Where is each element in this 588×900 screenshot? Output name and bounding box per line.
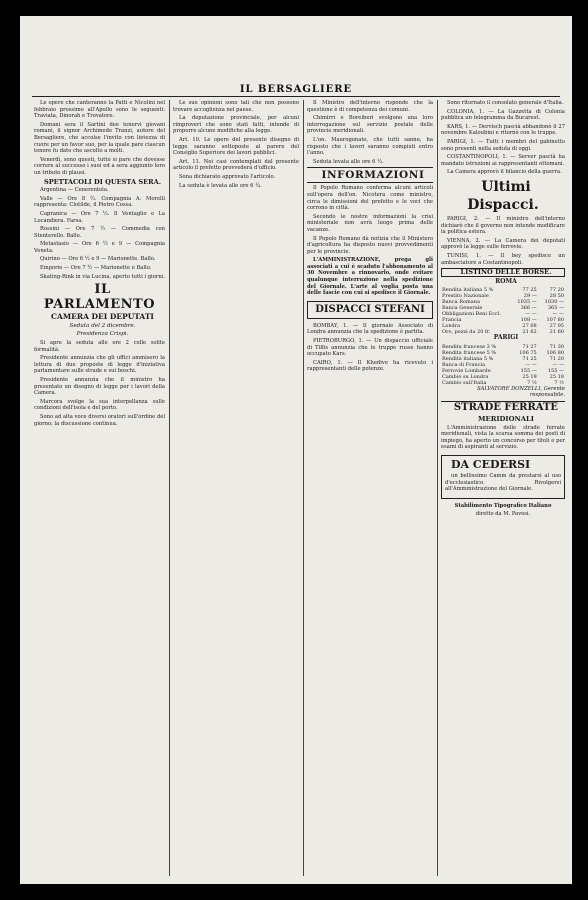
quote-value: 108 — <box>520 317 537 324</box>
quote-value: 27 08 <box>522 323 537 330</box>
article-paragraph: Venerdì, sono questi, tutto si pare che dovesse correre al successo i suoi ed a sera aggiunto loro un tributo di plausi. <box>34 156 165 176</box>
article-paragraph: KARS, 1. — Dervisch pascià abbandonò il 27 novembre Kaloubini e ritornò con le truppe. <box>441 123 565 137</box>
section-heading-dispacci: DISPACCI STEFANI <box>307 301 433 319</box>
quote-value: 1030 — <box>544 299 564 306</box>
column-1 <box>34 100 165 880</box>
dispatch-item: VIENNA, 2. — La Camera dei deputati approvò la legge sulle ferrovie. <box>441 237 565 251</box>
article-paragraph: Chimirri e Boreiberi svolgono una loro interrogazione sul servizio postale delle provincie meridionali. <box>307 115 433 135</box>
dispatch-item: BOMBAY, 1. — Il giornale Associato di Londra annunzia che la spedizione è partita. <box>307 322 433 336</box>
article-paragraph: Sono ad alta voce diversi oratori sull'ordine del giorno; la discussione continua. <box>34 413 165 427</box>
section-heading-listino: LISTINO DELLE BORSE. <box>441 268 565 277</box>
article-paragraph: Il Popolo Romano dà notizia che il Ministero d'agricoltura ha disposto nuovi provvedimenti per le provincie. <box>307 235 433 255</box>
article-paragraph: Domani sera il Sartini dee tenervi giovani romani, il signor Archimede Tranzi, autore del Bersagliere, che accolse l'invito con lietezza di cuore per un favor suo, per la quale pare ciascun tenore fu dato che ascolto a molti. <box>34 121 165 155</box>
quote-value: 27 05 <box>549 323 564 330</box>
quote-label: Prestito Nazionale <box>442 293 489 300</box>
column-divider <box>303 100 304 876</box>
printer-address: diretto da M. Pavesi. <box>475 511 531 518</box>
article-paragraph: COLONIA, 1. — La Gazzetta di Colonia pubblica un telegramma da Bucarest. <box>441 108 565 122</box>
session-president: Presidenza Crispi. <box>76 331 129 338</box>
listing-item: Argentina — Cenerentola. <box>40 187 109 194</box>
advert-title: DA CEDERSI <box>451 458 531 472</box>
newspaper-page <box>20 16 572 884</box>
listing-item: Valle — Ore 8 ½. Compagnia A. Morelli rappresenta: Clotilde, il Pietro Cossa. <box>34 195 165 209</box>
dispatch-item: CAIRO, 1. — Il Khedive ha ricevuto i rappresentanti delle potenze. <box>307 359 433 373</box>
quotes-table-parigi <box>441 344 565 386</box>
listing-item: Emporio — Ore 7 ½ — Marionette e Ballo. <box>40 265 152 272</box>
quote-label: Rendita italiana 5 % <box>442 355 494 362</box>
header-rule <box>32 96 560 97</box>
article-paragraph: La Camera approvò il bilancio della guerra. <box>447 169 562 176</box>
listing-item: Quirino — Ore 6 ½ e 9 — Marionette. Ballo. <box>40 256 156 263</box>
quote-label: Banca Generale <box>442 305 483 312</box>
session-date: Seduta del 2 dicembre. <box>69 322 136 329</box>
dispatch-item: PARIGI, 2. — Il ministro dell'interno dichiarò che il governo non intende modificare la politica estera. <box>441 215 565 236</box>
quote-label: Banca di Francia <box>442 361 486 368</box>
column-2 <box>173 100 299 880</box>
quote-label: Rendita francese 3 % <box>442 343 497 350</box>
quote-value: 7 ½ <box>554 379 564 386</box>
quote-value: 77 20 <box>549 287 564 294</box>
listing-item: Skating-Rink in via Lucina, aperto tutti i giorni. <box>40 273 165 280</box>
quote-label: Cambio su Londra <box>442 373 489 380</box>
quote-value: 366 — <box>520 305 537 312</box>
quote-value: — — <box>525 361 537 368</box>
article-paragraph: Seduta levata alle ore 6 ½. <box>313 158 384 165</box>
quote-value: 77 25 <box>522 287 537 294</box>
article-paragraph: Presidente annunzia che gli uffici ammisero la lettura di due proposte di legge d'iniziativa parlamentare sulle strade e sui boschi. <box>34 355 165 375</box>
quote-value: — — <box>552 311 564 318</box>
advert-heading-strade-ferrate: STRADE FERRATE <box>441 401 565 414</box>
column-3 <box>307 100 433 880</box>
quote-label: Ferrovie Lombarde <box>442 367 491 374</box>
column-4 <box>441 100 565 880</box>
section-heading-parlamento: IL PARLAMENTO <box>43 282 156 313</box>
article-paragraph: Sona dichiarato approvato l'articolo. <box>179 173 276 180</box>
column-divider <box>169 100 170 876</box>
quote-value: 7 ½ <box>527 379 537 386</box>
exchange-city: ROMA <box>495 277 517 285</box>
advert-subheading: MERIDIONALI <box>478 415 534 424</box>
quote-label: Londra <box>442 323 461 330</box>
article-paragraph: Si apre la seduta alle ore 2 colle solite formalità. <box>34 340 165 353</box>
editor-signature: SALVATORE DONZELLI, Gerente responsabile. <box>477 385 565 399</box>
quote-value: 21 62 <box>522 329 537 336</box>
quote-value: 25 19 <box>522 373 537 380</box>
article-paragraph: La deputazione provinciale, per alcuni rimproveri che sono stati fatti, intende di proporre alcune modifiche alla legge. <box>173 115 299 135</box>
article-paragraph: Art. 10. Le opere del presente disegno di legge saranno sottoposte al parere del Consiglio Superiore dei lavori pubblici. <box>173 136 299 157</box>
quote-value: 29 — <box>523 293 537 300</box>
article-paragraph: Il Ministro dell'interno risponde che la questione è di competenza dei comuni. <box>307 100 433 113</box>
advert-box-da-cedersi <box>441 455 565 499</box>
article-paragraph: L'on. Maurogonato, che tutti sanno, ha risposto che i lavori saranno compiuti entro l'anno. <box>307 136 433 157</box>
column-divider <box>437 100 438 876</box>
masthead: IL BERSAGLIERE <box>239 84 353 95</box>
quote-value: 71 20 <box>549 355 564 362</box>
quote-label: Cambio sull'Italia <box>442 379 487 386</box>
section-heading-informazioni: INFORMAZIONI <box>307 167 433 183</box>
article-paragraph: Le sue opinioni sono tali che non possono trovare accoglienza nel paese. <box>173 100 299 113</box>
quote-label: Oro, pezzi da 20 fr. <box>442 329 491 336</box>
quotes-table-roma <box>441 287 565 335</box>
quote-value: 25 18 <box>549 373 564 380</box>
article-paragraph: Sono ritornato il consolato generale d'Italia. <box>447 100 564 106</box>
subscription-notice: L'AMMINISTRAZIONE, prega gli associati a cui è scaduto l'abbonamento al 30 Novembre a rinnovarlo, onde evitare qualunque interruzione nella spedizione del Giornale. L'arte al voglia posta una delle fascie con cui si spedisce il Giornale. <box>307 257 433 297</box>
quote-value: — — <box>525 311 537 318</box>
section-subheading-camera: CAMERA DEI DEPUTATI <box>51 312 154 322</box>
printer-name: Stabilimento Tipografico Italiano <box>454 502 552 509</box>
listing-item: Metastasio — Ore 6 ½ e 9 — Compagnia Veneta. <box>34 241 165 254</box>
quote-value: 155 — <box>547 367 564 374</box>
article-paragraph: Secondo le nostre informazioni la crisi ministeriale non avrà luogo prima delle vacanze. <box>307 213 433 233</box>
article-paragraph: Marcora svolge la sua interpellanza sulle condizioni dell'isola e del porto. <box>34 398 165 412</box>
article-paragraph: COSTANTINOPOLI, 1. — Server pascià ha mandato istruzioni ai rappresentanti ottomani. <box>441 154 565 167</box>
dispatch-item: TUNISI, 1. — Il bey spedisce un ambasciatore a Costantinopoli. <box>441 252 565 266</box>
advert-text: L'Amministrazione delle strade ferrate meridionali, vista la scarsa somma dei posti di impiego, ha aperto un concorso per titoli e per esami di aspiranti al servizio. <box>441 424 565 451</box>
quote-value: 106 75 <box>519 349 537 356</box>
article-paragraph: La seduta è levata alle ore 6 ¼. <box>179 182 262 189</box>
section-heading-spettacoli: SPETTACOLI DI QUESTA SERA. <box>43 177 162 186</box>
quote-label: Francia <box>442 317 462 324</box>
quote-label: Rendita italiana 5 % <box>442 287 494 294</box>
exchange-city: PARIGI <box>493 334 519 342</box>
quote-value: 21 60 <box>549 329 564 336</box>
listing-item: Rossini — Ore 7 ½ — Commedia con Stenterello. Ballo. <box>34 226 165 239</box>
quote-label: Rendita francese 5 % <box>442 349 497 356</box>
quote-label: Banca Romana <box>442 299 480 306</box>
quote-value: 28 50 <box>549 293 564 300</box>
quote-value: 71 25 <box>522 355 537 362</box>
quote-value: 1035 — <box>517 299 537 306</box>
quote-value: 155 — <box>520 367 537 374</box>
quote-value: 107 80 <box>546 317 564 324</box>
article-paragraph: Le opere che canteranno la Patti e Nicolini nel febbraio prossimo all'Apollo sono le seguenti: Traviata, Dinorah e Trovatore. <box>34 100 165 120</box>
quote-value: 106 80 <box>546 349 564 356</box>
quote-value: 71 27 <box>522 343 537 350</box>
quote-label: Obbligazioni Beni Eccl. <box>442 311 502 318</box>
advert-text: un bellissimo Camm da prestarsi al uso d'ecclesiastico. Rivolgersi all'Amministrazione del Giornale. <box>445 473 561 493</box>
dispatch-item: PIETROBURGO, 1. — Un dispaccio ufficiale di Tiflis annunzia che le truppe russe hanno occupato Kars. <box>307 338 433 358</box>
article-paragraph: Il Popolo Romano conferma alcuni articoli sull'opera dell'on. Nicotera come ministro, circa le dimissioni del prefetto e le voci che corrono in città. <box>307 185 433 212</box>
listing-item: Capranica — Ore 7 ½. Il Ventaglio e La Locandiera. Farsa. <box>34 210 165 224</box>
quote-value: 365 — <box>547 305 564 312</box>
article-paragraph: Presidente annunzia che il ministro ha presentato un disegno di legge per i lavori della Camera. <box>34 377 165 397</box>
quote-value: 71 30 <box>549 343 564 350</box>
article-paragraph: Art. 11. Nei casi contemplati dal presente articolo il prefetto provvederà d'ufficio. <box>173 158 299 172</box>
quote-value: — — <box>552 361 564 368</box>
article-paragraph: PARIGI, 1. — Tutti i membri del gabinetto sono presenti nella seduta di oggi. <box>441 138 565 152</box>
section-heading-ultimi-dispacci: Ultimi Dispacci. <box>467 178 539 213</box>
